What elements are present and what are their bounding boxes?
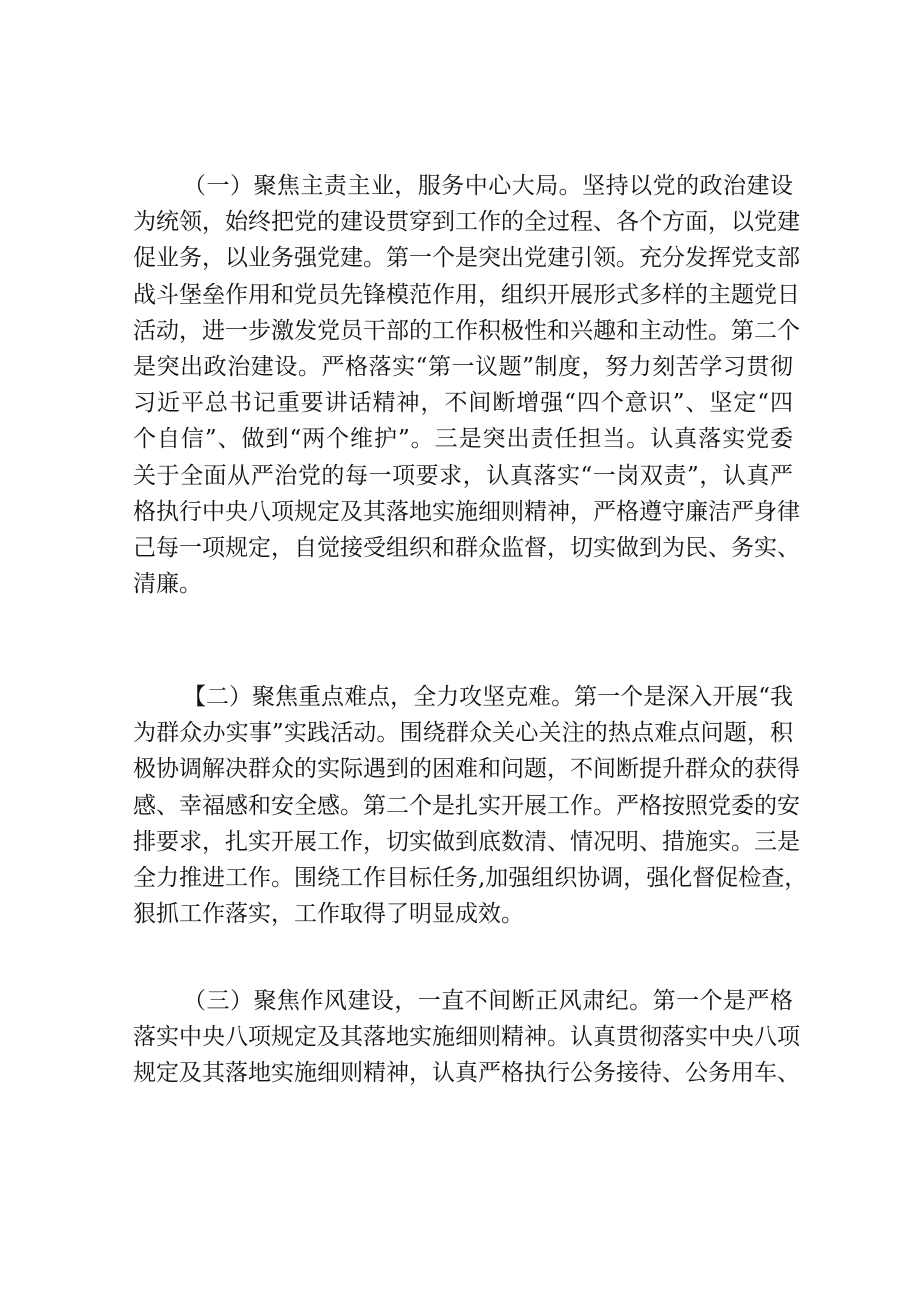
paragraph-line: 格执行中央八项规定及其落地实施细则精神，严格遵守廉洁严身律 (133, 498, 800, 525)
paragraph-line: （一）聚焦主责主业，服务中心大局。坚持以党的政治建设 (183, 173, 793, 199)
paragraph-line: 活动，进一步激发党员干部的工作积极性和兴趣和主动性。第二个 (133, 317, 800, 344)
paragraph-line: 己每一项规定，自觉接受组织和群众监督，切实做到为民、务实、 (133, 534, 800, 561)
paragraph-line: 习近平总书记重要讲话精神，不间断增强“四个意识”、坚定“四 (133, 390, 793, 417)
paragraph-line: 关于全面从严治党的每一项要求，认真落实“一岗双责”，认真严 (133, 462, 793, 489)
paragraph-line: 为统领，始终把党的建设贯穿到工作的全过程、各个方面，以党建 (133, 209, 800, 236)
paragraph-3 (133, 983, 800, 1092)
paragraph-line: 【二）聚焦重点难点，全力攻坚克难。第一个是深入开展“我 (183, 684, 793, 710)
paragraph-line: 战斗堡垒作用和党员先锋模范作用，组织开展形式多样的主题党日 (133, 281, 800, 308)
paragraph-line: 个自信”、做到“两个维护”。三是突出责任担当。认真落实党委 (133, 426, 793, 453)
paragraph-line: 极协调解决群众的实际遇到的困难和问题，不间断提升群众的获得 (133, 756, 800, 783)
paragraph-line: 排要求，扎实开展工作，切实做到底数清、情况明、措施实。三是 (133, 828, 800, 855)
paragraph-line: 是突出政治建设。严格落实“第一议题”制度，努力刻苦学习贯彻 (133, 353, 793, 380)
paragraph-line: 全力推进工作。围绕工作目标任务,加强组织协调，强化督促检查， (133, 864, 808, 891)
paragraph-2 (133, 679, 808, 932)
paragraph-line: （三）聚焦作风建设，一直不间断正风肃纪。第一个是严格 (183, 988, 793, 1014)
paragraph-line: 规定及其落地实施细则精神，认真严格执行公务接待、公务用车、 (133, 1060, 800, 1087)
paragraph-line: 狠抓工作落实，工作取得了明显成效。 (133, 901, 524, 928)
paragraph-line: 促业务，以业务强党建。第一个是突出党建引领。充分发挥党支部 (133, 245, 800, 272)
paragraph-1 (133, 168, 800, 602)
paragraph-line: 清廉。 (133, 571, 202, 598)
paragraph-line: 落实中央八项规定及其落地实施细则精神。认真贯彻落实中央八项 (133, 1024, 800, 1051)
paragraph-line: 感、幸福感和安全感。第二个是扎实开展工作。严格按照党委的安 (133, 792, 800, 819)
paragraph-line: 为群众办实事”实践活动。围绕群众关心关注的热点难点问题，积 (133, 720, 793, 747)
